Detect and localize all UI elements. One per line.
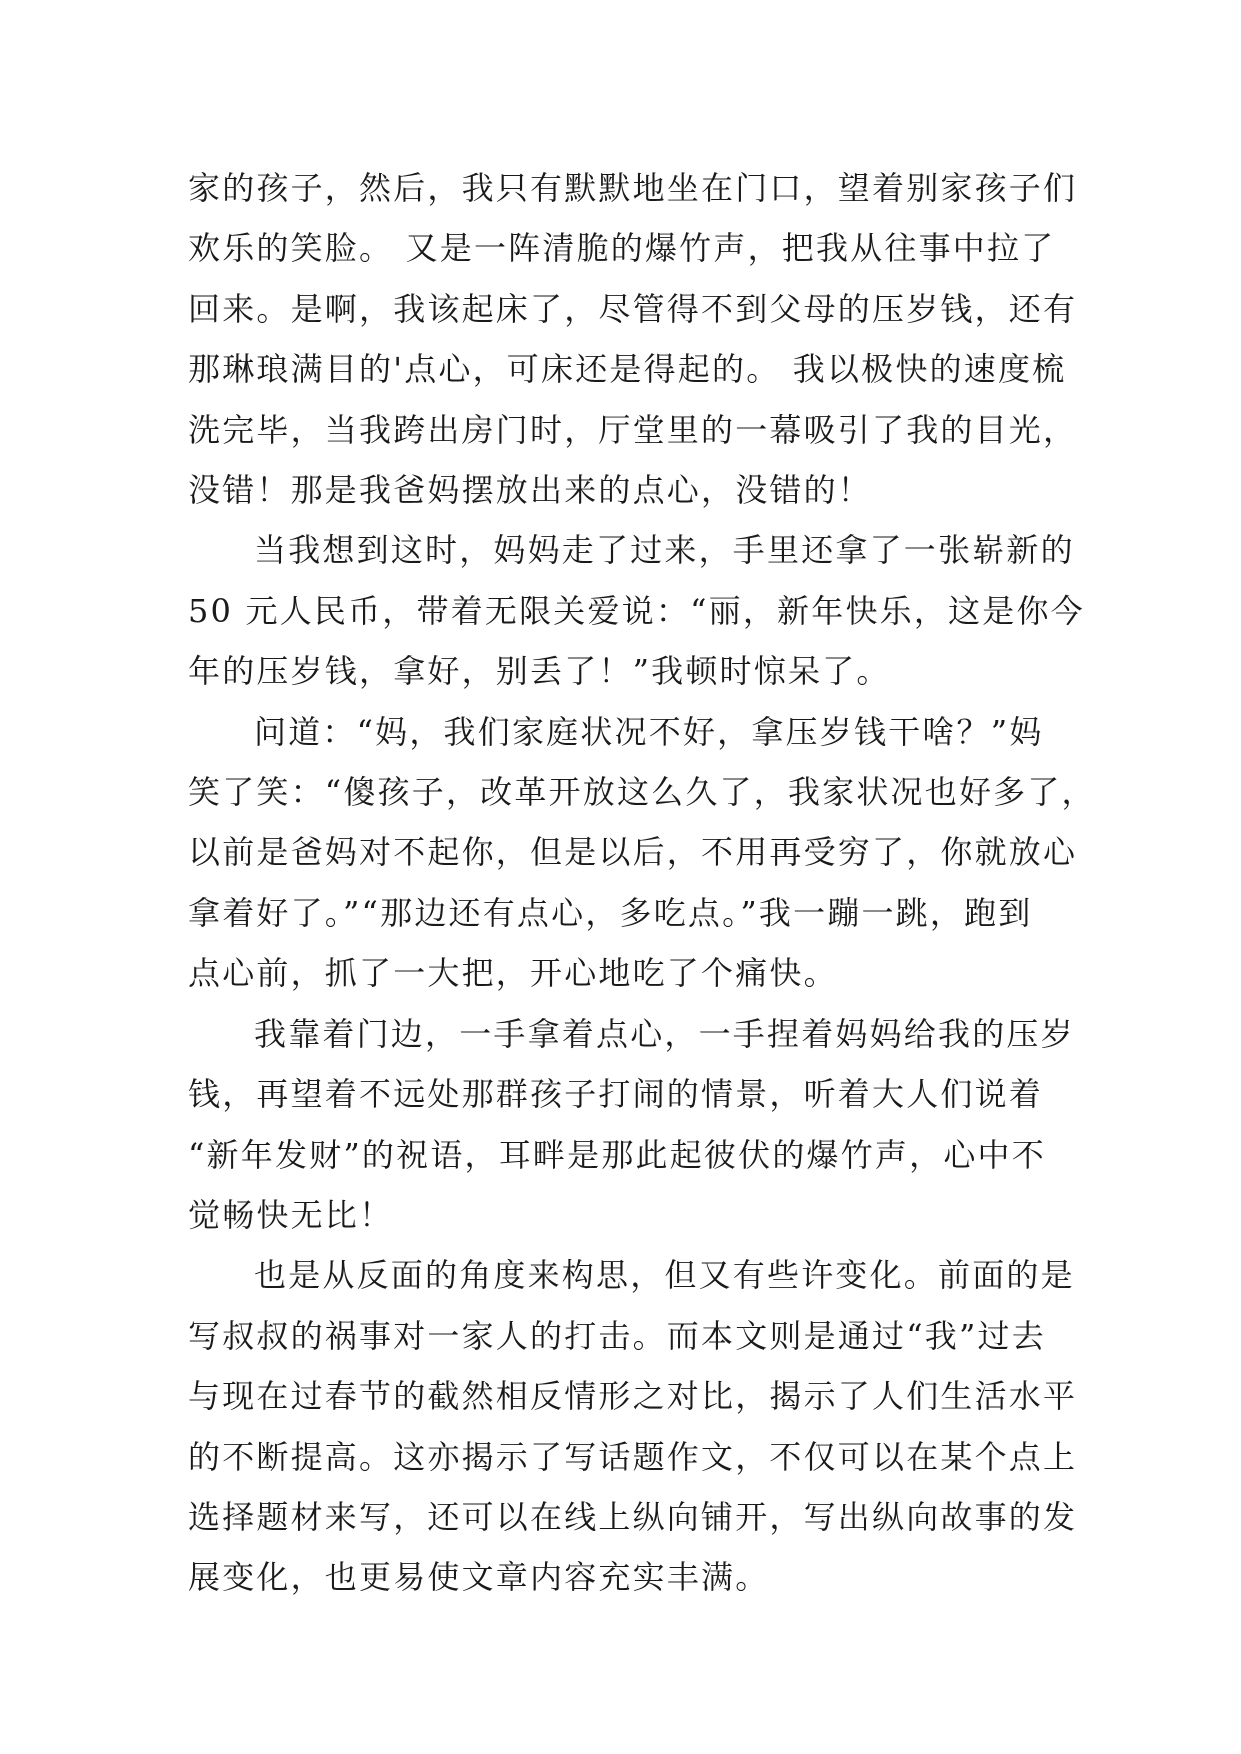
text-line: 当我想到这时，妈妈走了过来，手里还拿了一张崭新的 bbox=[254, 531, 1075, 570]
text-line: 的不断提高。这亦揭示了写话题作文，不仅可以在某个点上 bbox=[188, 1437, 1078, 1476]
paragraph-5 bbox=[188, 1245, 1078, 1607]
text-line: 觉畅快无比！ bbox=[188, 1195, 394, 1234]
text-line: “新年发财”的祝语，耳畔是那此起彼伏的爆竹声，心中不 bbox=[188, 1135, 1046, 1174]
body-text bbox=[188, 158, 1096, 1608]
text-line: 年的压岁钱，拿好，别丢了！”我顿时惊呆了。 bbox=[188, 652, 891, 691]
text-line: 点心前，抓了一大把，开心地吃了个痛快。 bbox=[188, 954, 838, 993]
text-line: 问道：“妈，我们家庭状况不好，拿压岁钱干啥？”妈 bbox=[254, 712, 1044, 751]
text-line: 欢乐的笑脸。 又是一阵清脆的爆竹声，把我从往事中拉了 bbox=[188, 229, 1056, 268]
text-line: 拿着好了。”“那边还有点心，多吃点。”我一蹦一跳，跑到 bbox=[188, 893, 1033, 932]
text-line: 也是从反面的角度来构思，但又有些许变化。前面的是 bbox=[254, 1256, 1075, 1295]
text-line: 50 元人民币，带着无限关爱说：“丽，新年快乐，这是你今 bbox=[188, 591, 1085, 630]
text-line: 写叔叔的祸事对一家人的打击。而本文则是通过“我”过去 bbox=[188, 1316, 1046, 1355]
text-line: 以前是爸妈对不起你，但是以后，不用再受穷了，你就放心 bbox=[188, 833, 1078, 872]
text-line: 家的孩子，然后，我只有默默地坐在门口，望着别家孩子们 bbox=[188, 169, 1078, 207]
text-line: 展变化，也更易使文章内容充实丰满。 bbox=[188, 1558, 770, 1597]
paragraph-4 bbox=[188, 1004, 1075, 1246]
text-line: 我靠着门边，一手拿着点心，一手捏着妈妈给我的压岁 bbox=[254, 1014, 1075, 1053]
text-line: 选择题材来写，还可以在线上纵向铺开，写出纵向故事的发 bbox=[188, 1497, 1078, 1536]
text-line: 那琳琅满目的'点心，可床还是得起的。 我以极快的速度梳 bbox=[188, 350, 1067, 389]
text-line: 与现在过春节的截然相反情形之对比，揭示了人们生活水平 bbox=[188, 1377, 1078, 1416]
paragraph-3 bbox=[188, 702, 1096, 1004]
text-line: 没错！那是我爸妈摆放出来的点心，没错的！ bbox=[188, 471, 873, 510]
text-line: 笑了笑：“傻孩子，改革开放这么久了，我家状况也好多了， bbox=[188, 773, 1096, 812]
paragraph-1 bbox=[188, 158, 1078, 520]
paragraph-2 bbox=[188, 520, 1085, 701]
text-line: 回来。是啊，我该起床了，尽管得不到父母的压岁钱，还有 bbox=[188, 289, 1078, 328]
text-line: 钱，再望着不远处那群孩子打闹的情景，听着大人们说着 bbox=[188, 1075, 1044, 1114]
text-line: 洗完毕，当我跨出房门时，厅堂里的一幕吸引了我的目光， bbox=[188, 410, 1078, 449]
